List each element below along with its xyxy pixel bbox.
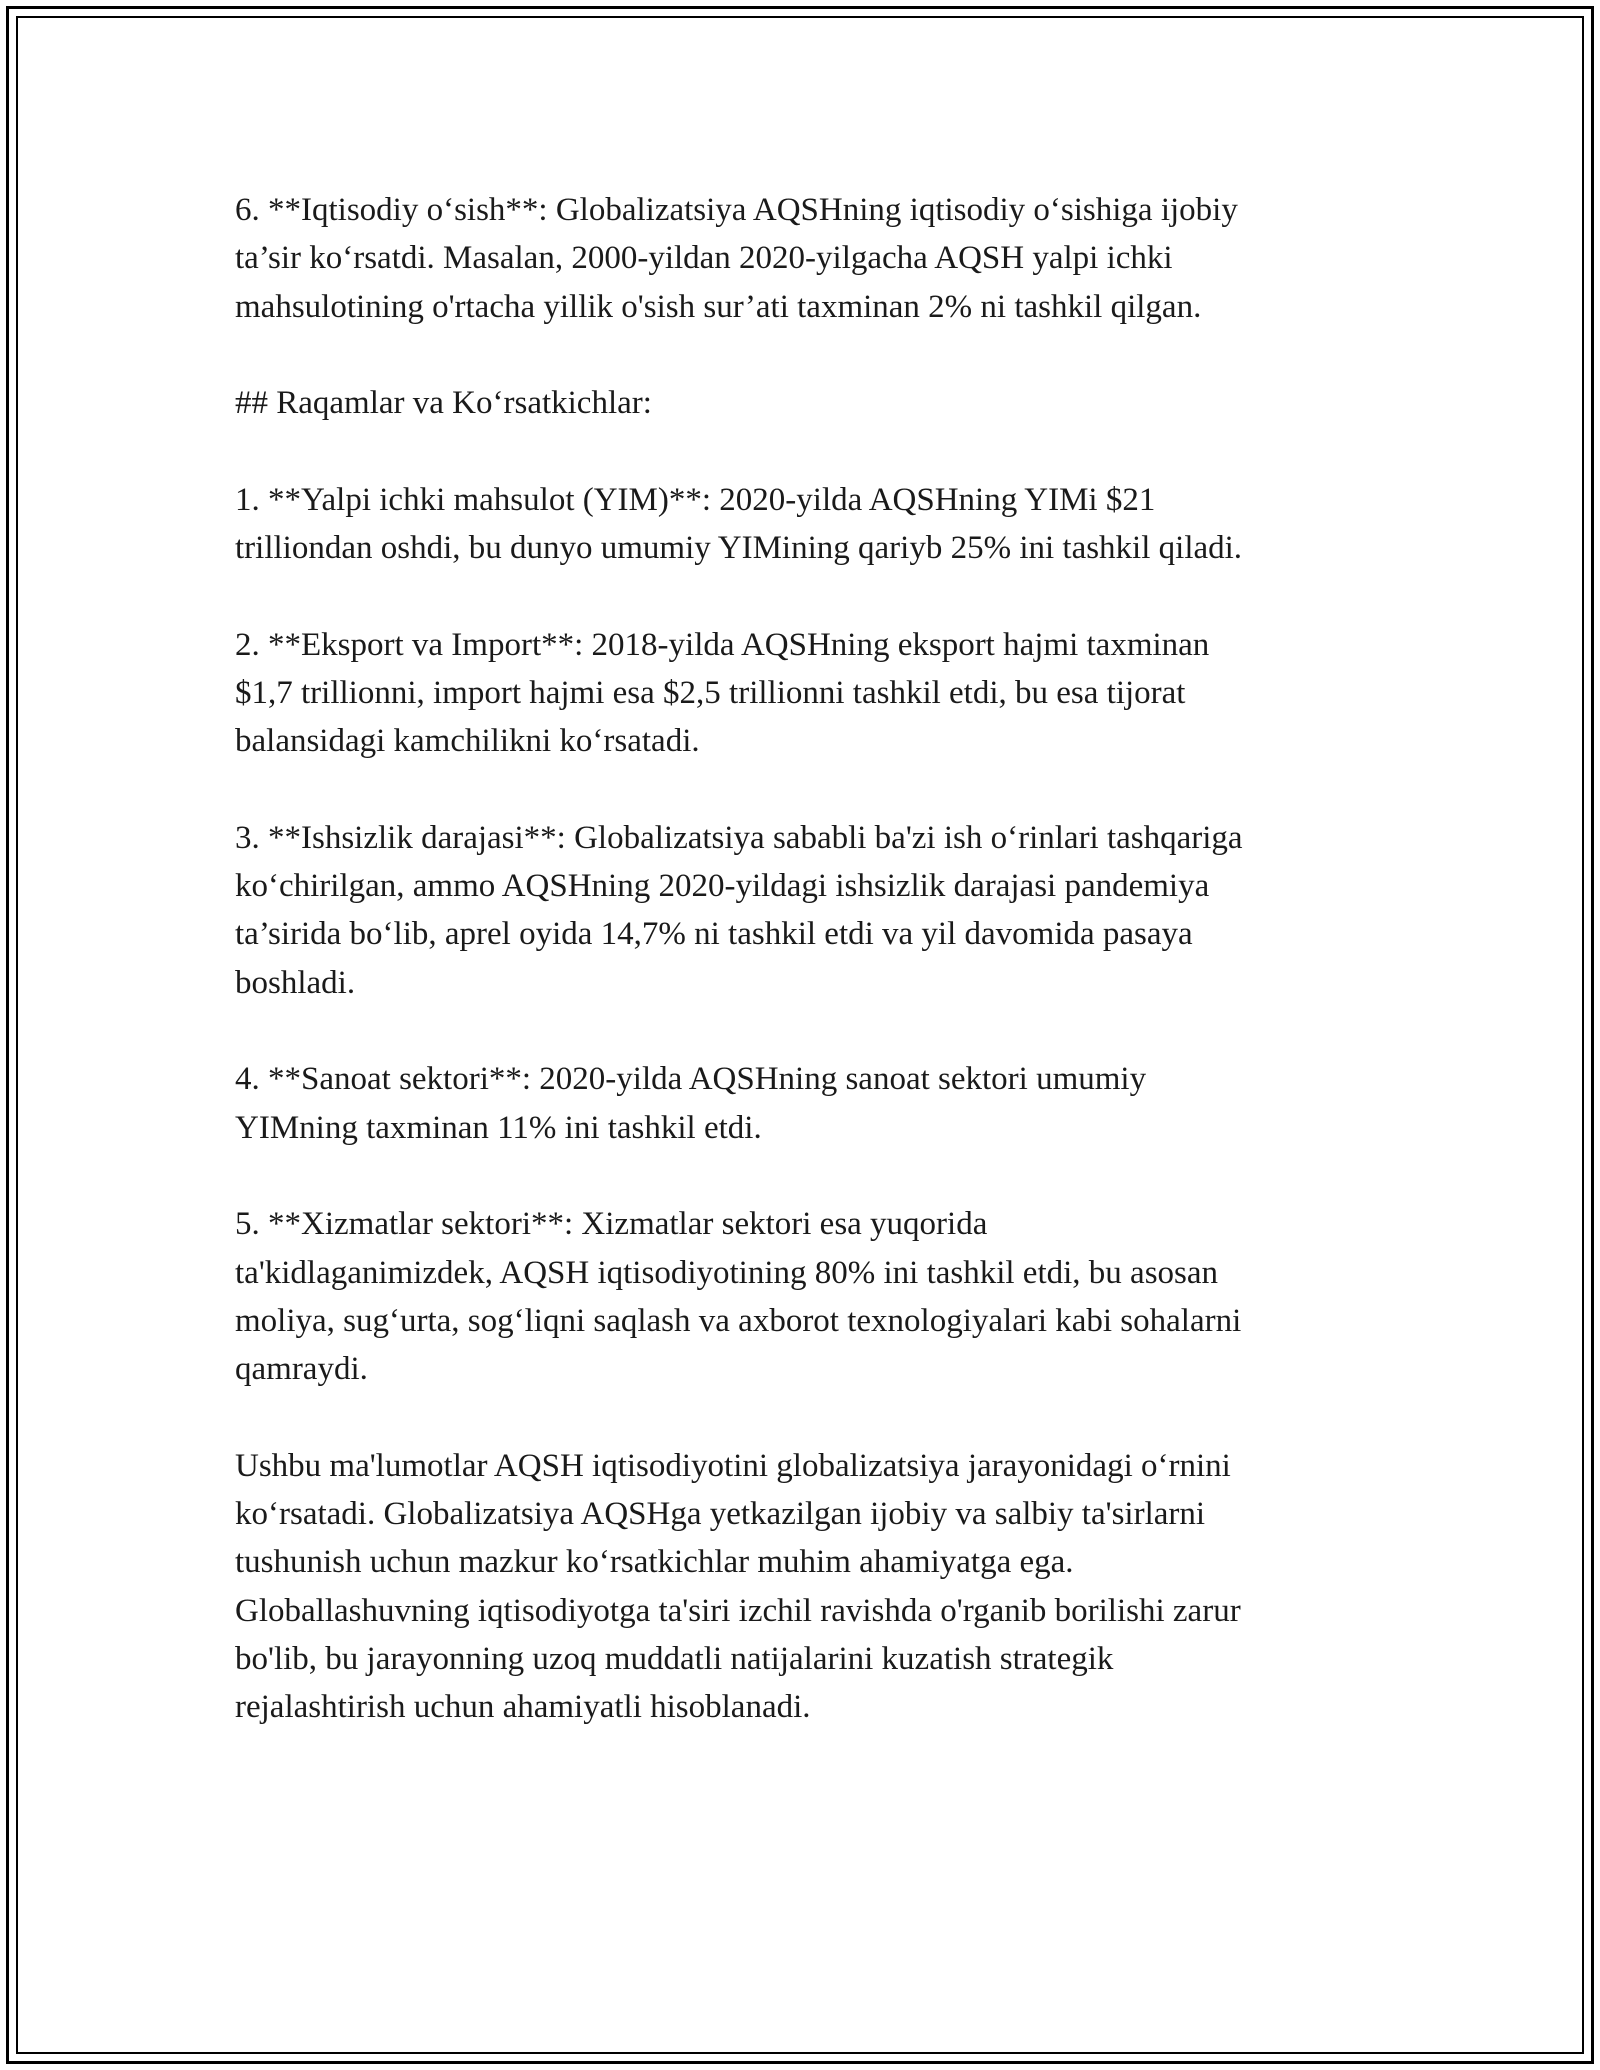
- section-heading-figures: ## Raqamlar va Ko‘rsatkichlar:: [235, 385, 652, 422]
- document-body: [235, 186, 1385, 1732]
- paragraph-economic-growth: 6. **Iqtisodiy o‘sish**: Globalizatsiya AQSHning iqtisodiy o‘sishiga ijobiy ta’sir ko‘rsatdi. Masalan, 2000-yildan 2020-yilgacha AQSH yalpi ichki mahsulotining o'rtacha yillik o'sish sur’ati taxminan 2% ni tashkil qilgan.: [235, 192, 1238, 325]
- paragraph-gdp: 1. **Yalpi ichki mahsulot (YIM)**: 2020-yilda AQSHning YIMi $21 trilliondan oshdi, bu dunyo umumiy YIMining qariyb 25% ini tashkil qiladi.: [235, 481, 1243, 567]
- paragraph-services-sector: 5. **Xizmatlar sektori**: Xizmatlar sektori esa yuqorida ta'kidlaganimizdek, AQSH iqtisodiyotining 80% ini tashkil etdi, bu asosan moliya, sug‘urta, sog‘liqni saqlash va axborot texnologiyalari kabi sohalarni qamraydi.: [235, 1206, 1242, 1388]
- paragraph-conclusion: Ushbu ma'lumotlar AQSH iqtisodiyotini globalizatsiya jarayonidagi o‘rnini ko‘rsatadi. Globalizatsiya AQSHga yetkazilgan ijobiy va salbiy ta'sirlarni tushunish uchun mazkur ko‘rsatkichlar muhim ahamiyatga ega. Globallashuvning iqtisodiyotga ta'siri izchil ravishda o'rganib borilishi zarur bo'lib, bu jarayonning uzoq muddatli natijalarini kuzatish strategik rejalashtirish uchun ahamiyatli hisoblanadi.: [235, 1447, 1241, 1726]
- paragraph-export-import: 2. **Eksport va Import**: 2018-yilda AQSHning eksport hajmi taxminan $1,7 trillionni, import hajmi esa $2,5 trillionni tashkil etdi, bu esa tijorat balansidagi kamchilikni ko‘rsatadi.: [235, 626, 1210, 760]
- paragraph-unemployment: 3. **Ishsizlik darajasi**: Globalizatsiya sababli ba'zi ish o‘rinlari tashqariga ko‘chirilgan, ammo AQSHning 2020-yildagi ishsizlik darajasi pandemiya ta’sirida bo‘lib, aprel oyida 14,7% ni tashkil etdi va yil davomida pasaya boshladi.: [235, 819, 1243, 1001]
- paragraph-industry-sector: 4. **Sanoat sektori**: 2020-yilda AQSHning sanoat sektori umumiy YIMning taxminan 11% ini tashkil etdi.: [235, 1061, 1147, 1146]
